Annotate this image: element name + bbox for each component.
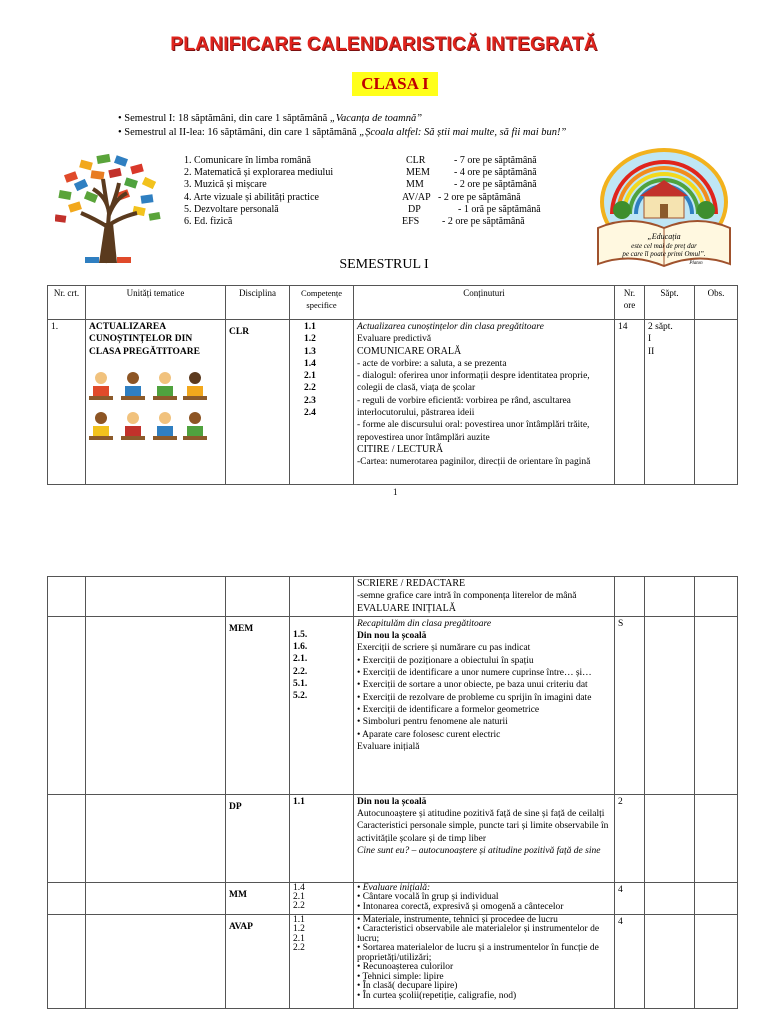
content-line: Autocunoaștere și atitudine pozitivă față de sine și față de ceilalți: [357, 809, 605, 820]
competence: 2.1: [293, 891, 305, 902]
row-contents: [354, 616, 615, 794]
content-line: • Exerciții de poziționare a obiectului în spațiu: [357, 655, 534, 666]
row-competences: [290, 914, 354, 1008]
page-number: 1: [393, 487, 398, 497]
header-hours: Nr. ore: [615, 286, 645, 320]
content-line: Cine sunt eu? – autocunoaștere și atitudine pozitivă față de sine: [357, 846, 601, 857]
row-contents: [354, 882, 615, 914]
week-line: 2 săpt.: [648, 322, 673, 332]
row-obs: [695, 320, 738, 485]
row-hours: 4: [615, 914, 645, 1008]
content-line: • Cântare vocală în grup și individual: [357, 892, 499, 903]
school-emblem-illustration: [594, 144, 734, 274]
content-line: - dialogul: oferirea unor informații despre identitatea proprie, colegii de clasă, viața de școlar: [357, 371, 590, 394]
empty-cell: [86, 914, 226, 1008]
content-line: • Caracteristici observabile ale materialelor și instrumentelor de lucru;: [357, 924, 600, 944]
row-unit-cell: [86, 320, 226, 485]
empty-cell: [48, 882, 86, 914]
content-line: Caracteristici personale simple, puncte tari și limite observabile în activitățile școlare și de timp liber: [357, 821, 609, 844]
semester-note-2: [118, 127, 566, 138]
row-competences: [290, 882, 354, 914]
row-hours: S: [615, 616, 645, 794]
content-line: Exerciții de scriere și numărare cu pas indicat: [357, 643, 531, 654]
subject-name: 5. Dezvoltare personală: [184, 203, 279, 215]
empty-cell: [48, 794, 86, 882]
row-discipline: CLR: [226, 320, 290, 485]
table-row: [48, 882, 738, 914]
header-contents: Conținuturi: [354, 286, 615, 320]
planning-table-page1: [47, 285, 738, 485]
empty-cell: [86, 577, 226, 617]
competence: 2.2: [304, 383, 316, 394]
week-line: II: [648, 346, 655, 357]
empty-cell: [645, 914, 695, 1008]
content-line: • Recunoașterea culorilor: [357, 962, 454, 973]
row-hours: 4: [615, 882, 645, 914]
competence: 1.4: [304, 358, 316, 369]
content-line: • Materiale, instrumente, tehnici și procedee de lucru: [357, 914, 558, 925]
content-line: • Aparate care folosesc curent electric: [357, 729, 501, 740]
competence: 2.2: [293, 900, 305, 911]
competence: 2.2.: [293, 666, 308, 677]
semester-note-italic: „Vacanța de toamnă”: [329, 113, 423, 124]
empty-cell: [695, 882, 738, 914]
row-contents: [354, 914, 615, 1008]
content-line: • Sortarea materialelor de lucru și a instrumentelor în funcție de proprietăți/utilizări;: [357, 943, 599, 963]
pupil-figures: [89, 372, 207, 440]
row-unit: ACTUALIZAREA CUNOȘTINȚELOR DIN CLASA PREGĂTITOARE: [89, 322, 200, 357]
competence: 1.2: [304, 334, 316, 345]
page-title: PLANIFICARE CALENDARISTICĂ INTEGRATĂ: [170, 34, 598, 55]
empty-cell: [645, 882, 695, 914]
empty-cell: [86, 882, 226, 914]
row-week: [645, 320, 695, 485]
subject-hours: - 2 ore pe săptămână: [438, 191, 521, 203]
row-contents: [354, 794, 615, 882]
content-line: -Cartea: numerotarea paginilor, direcții de orientare în pagină: [357, 457, 591, 468]
content-line: • Evaluare inițială:: [357, 882, 431, 893]
semester-note-text: • Semestrul al II-lea: 16 săptămâni, din care 1 săptămână: [118, 127, 360, 138]
empty-cell: [645, 616, 695, 794]
content-line: Recapitulăm din clasa pregătitoare: [357, 618, 492, 629]
content-line: - forme ale discursului oral: povestirea unor întâmplări trăite, repovestirea unor întâmplări auzite: [357, 420, 590, 443]
semester-heading: SEMESTRUL I: [339, 257, 429, 272]
competence: 1.2: [293, 924, 305, 935]
content-line: • Exerciții de sortare a unor obiecte, pe baza unui criteriu dat: [357, 680, 588, 691]
empty-cell: [645, 577, 695, 617]
subject-hours: - 2 ore pe săptămână: [454, 179, 537, 191]
week-line: I: [648, 334, 652, 345]
subject-code: AV/AP: [402, 191, 431, 203]
competence: 5.2.: [293, 691, 308, 702]
content-line: COMUNICARE ORALĂ: [357, 345, 462, 357]
semester-note-text: • Semestrul I: 18 săptămâni, din care 1 săptămână: [118, 113, 330, 124]
competence: 1.6.: [293, 642, 308, 653]
competence: 2.1: [293, 933, 305, 944]
empty-cell: [695, 616, 738, 794]
subject-code: DP: [408, 203, 421, 215]
table-row: [48, 616, 738, 794]
content-line: SCRIERE / REDACTARE: [357, 578, 466, 589]
competence: 1.1: [293, 796, 305, 807]
emblem-quote-line1: „Educația: [647, 232, 681, 241]
empty-cell: [48, 914, 86, 1008]
table-row: [48, 794, 738, 882]
table-header-row: [48, 286, 738, 320]
row-discipline: MEM: [226, 616, 290, 794]
content-line: • Tehnici simple: lipire: [357, 971, 444, 982]
subject-code: MM: [406, 179, 424, 191]
empty-cell: [645, 794, 695, 882]
content-line: - acte de vorbire: a saluta, a se prezenta: [357, 358, 507, 369]
subject-name: 1. Comunicare în limba română: [184, 155, 311, 166]
row-hours: 2: [615, 794, 645, 882]
table-row: [48, 320, 738, 485]
content-line: Evaluare inițială: [357, 741, 420, 752]
content-line: • Exerciții de identificare a formelor geometrice: [357, 704, 540, 715]
subject-name: 3. Muzică și mișcare: [184, 179, 267, 191]
content-line: EVALUARE INIȚIALĂ: [357, 602, 456, 614]
empty-cell: [226, 577, 290, 617]
row-discipline: MM: [226, 882, 290, 914]
content-line: • Exerciții de identificare a unor numere cuprinse între… și…: [357, 668, 592, 679]
content-line: -semne grafice care intră în componența literelor de mână: [357, 591, 577, 602]
subject-code: EFS: [402, 216, 420, 228]
empty-cell: [695, 577, 738, 617]
header-week: Săpt.: [645, 286, 695, 320]
semester-note-italic: „Școala altfel: Să știi mai multe, să fii mai bun!”: [359, 127, 567, 138]
header-obs: Obs.: [695, 286, 738, 320]
pupils-at-desks-illustration: [89, 368, 209, 452]
competence: 2.2: [293, 943, 305, 954]
competence: 2.1.: [293, 654, 308, 665]
subject-hours: - 4 ore pe săptămână: [454, 167, 537, 179]
competence: 2.1: [304, 371, 316, 382]
content-line: • Exerciții de rezolvare de probleme cu sprijin în imagini date: [357, 692, 592, 703]
subject-codes: [402, 155, 541, 228]
emblem-quote-line2: este cel mai de preț dar: [631, 242, 697, 250]
subject-hours: - 1 oră pe săptămână: [458, 203, 541, 215]
content-line: • În curtea școlii(repetiție, caligrafie, nod): [357, 990, 517, 1001]
row-competences: [290, 616, 354, 794]
subject-code: CLR: [406, 155, 426, 166]
subject-name: 2. Matematică și explorarea mediului: [184, 167, 334, 179]
row-nr: 1.: [48, 320, 86, 485]
row-contents: [354, 320, 615, 485]
competence: 1.4: [293, 882, 305, 893]
emblem-quote-author: Platon: [689, 261, 703, 266]
header-units: Unități tematice: [86, 286, 226, 320]
row-discipline: AVAP: [226, 914, 290, 1008]
competence: 5.1.: [293, 679, 308, 690]
empty-cell: [615, 577, 645, 617]
content-line: CITIRE / LECTURĂ: [357, 443, 444, 455]
empty-cell: [695, 914, 738, 1008]
empty-cell: [86, 616, 226, 794]
competence: 1.3: [304, 346, 316, 357]
empty-cell: [86, 794, 226, 882]
content-line: • Intonarea corectă, expresivă și omogenă a cântecelor: [357, 901, 564, 912]
competence: 1.5.: [293, 629, 308, 640]
content-line: Evaluare predictivă: [357, 334, 432, 345]
row-discipline: DP: [226, 794, 290, 882]
row-competences: [290, 320, 354, 485]
header-nr: Nr. crt.: [48, 286, 86, 320]
competence: 1.1: [304, 322, 316, 332]
competence: 2.3: [304, 395, 316, 406]
subject-code: MEM: [406, 167, 430, 179]
content-line: • Simboluri pentru fenomene ale naturii: [357, 717, 508, 728]
subjects-list: [184, 155, 333, 228]
content-line: - reguli de vorbire eficientă: vorbirea pe rând, ascultarea interlocutorului, păstrarea ideii: [357, 395, 571, 419]
empty-cell: [695, 794, 738, 882]
book-tree-illustration: [55, 153, 163, 265]
competence: 2.4: [304, 408, 316, 419]
table-row: [48, 914, 738, 1008]
empty-cell: [290, 577, 354, 617]
content-line: Actualizarea cunoștințelor din clasa pregătitoare: [357, 322, 544, 332]
competence: 1.1: [293, 914, 305, 925]
empty-cell: [48, 616, 86, 794]
content-line: Din nou la școală: [357, 796, 427, 807]
semester-note-1: [118, 113, 422, 124]
content-line: Din nou la școală: [357, 631, 427, 642]
row-contents: [354, 577, 615, 617]
subject-hours: - 2 ore pe săptămână: [442, 216, 525, 228]
table-row: [48, 577, 738, 617]
content-line: • În clasă( decupare lipire): [357, 981, 458, 992]
header-competences: Competențe specifice: [290, 286, 354, 320]
header-discipline: Disciplina: [226, 286, 290, 320]
subject-hours: - 7 ore pe săptămână: [454, 155, 537, 166]
empty-cell: [48, 577, 86, 617]
planning-table-page2: [47, 576, 738, 1009]
subject-name: 4. Arte vizuale și abilități practice: [184, 191, 319, 203]
subject-name: 6. Ed. fizică: [184, 216, 233, 228]
emblem-quote-line3: pe care îl poate primi Omul”.: [622, 250, 706, 258]
row-competences: [290, 794, 354, 882]
row-hours: 14: [615, 320, 645, 485]
class-label: CLASA I: [352, 72, 438, 96]
